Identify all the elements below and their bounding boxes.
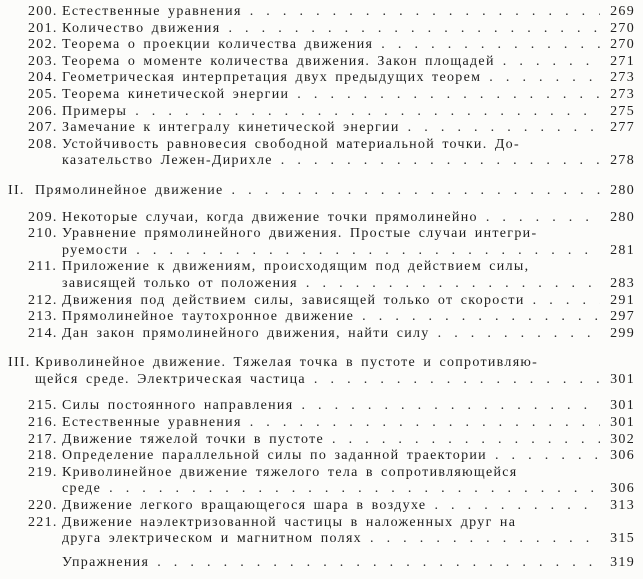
- entry-body: [62, 465, 635, 498]
- page-number: 281: [610, 242, 635, 258]
- dot-leader: [228, 21, 600, 38]
- entry-text: Приложение к движениям, происходящим под действием силы,: [62, 259, 530, 275]
- dot-leader: [486, 210, 600, 227]
- dot-leader: [489, 70, 600, 87]
- entry-number: 214.: [28, 325, 58, 341]
- page-number: 273: [610, 70, 635, 86]
- entry-text: Некоторые случаи, когда движение точки прямолинейно: [62, 209, 478, 225]
- entry-text: Силы постоянного направления: [62, 398, 294, 414]
- entry-body: [62, 309, 635, 326]
- entry-text: Прямолинейное таутохронное движение: [62, 309, 355, 325]
- entry-body: [62, 104, 635, 121]
- dot-leader: [136, 243, 600, 260]
- dot-leader: [297, 87, 600, 104]
- entry-text: щейся среде. Электрическая частица: [35, 371, 306, 387]
- entry-number: 215.: [28, 398, 58, 414]
- toc-entry-row: [0, 415, 635, 432]
- toc-entry-row: [0, 448, 635, 465]
- entry-body: [62, 120, 635, 137]
- page-number: 297: [610, 309, 635, 325]
- entry-body: [62, 515, 635, 548]
- entry-number: 205.: [28, 86, 58, 102]
- toc-entry-row: [0, 54, 635, 71]
- dot-leader: [438, 326, 600, 343]
- entry-number: 200.: [28, 4, 58, 19]
- dot-leader: [306, 276, 600, 293]
- entry-body: [62, 293, 635, 310]
- entry-text: Теорема кинетической энергии: [62, 86, 290, 102]
- toc-line: [62, 87, 635, 104]
- page-number: 313: [610, 498, 635, 514]
- toc-entry-row: [0, 4, 635, 21]
- toc-line: [62, 226, 635, 243]
- toc-line: [62, 243, 635, 260]
- entry-number: 211.: [28, 259, 58, 275]
- entry-text: Движения под действием силы, зависящей только от скорости: [62, 292, 525, 308]
- entry-body: [62, 87, 635, 104]
- entry-text: Количество движения: [62, 20, 221, 36]
- entry-body: [62, 37, 635, 54]
- entry-number: 210.: [28, 226, 58, 242]
- entry-number: 209.: [28, 209, 58, 225]
- toc-line: [62, 481, 635, 498]
- toc-line: [62, 259, 635, 276]
- toc-line: [62, 276, 635, 293]
- entry-number: 206.: [28, 103, 58, 119]
- page-number: 291: [610, 292, 635, 308]
- toc-line: [62, 21, 635, 38]
- toc-exercises-row: [0, 555, 635, 572]
- entry-body: [62, 226, 635, 259]
- entry-text: руемости: [62, 242, 129, 258]
- dot-leader: [503, 54, 600, 71]
- page-number: 271: [610, 53, 635, 69]
- page-number: 306: [610, 481, 635, 497]
- entry-text: Движение наэлектризованной частицы в наложенных друг на: [62, 514, 517, 530]
- toc-entry-row: [0, 398, 635, 415]
- dot-leader: [408, 120, 600, 137]
- entry-text: Естественные уравнения: [62, 4, 242, 19]
- page-number: 302: [610, 431, 635, 447]
- entry-body: [62, 21, 635, 38]
- entry-text: Теорема о моменте количества движения. Закон площадей: [62, 53, 495, 69]
- page-number: 301: [610, 371, 635, 387]
- page-number: 306: [610, 448, 635, 464]
- entry-body: [62, 498, 635, 515]
- entry-number: 213.: [28, 309, 58, 325]
- toc-entry-row: [0, 498, 635, 515]
- entry-number: 217.: [28, 431, 58, 447]
- entry-text: Примеры: [62, 103, 128, 119]
- entry-text: Геометрическая интерпретация двух предыдущих теорем: [62, 70, 482, 86]
- dot-leader: [109, 481, 600, 498]
- dot-leader: [434, 498, 600, 515]
- toc-entry-row: [0, 87, 635, 104]
- chapter-numeral: III.: [8, 355, 31, 371]
- page-number: 301: [610, 398, 635, 414]
- toc-line: [62, 498, 635, 515]
- toc-line: [62, 309, 635, 326]
- entry-body: [62, 555, 635, 572]
- entry-number: 202.: [28, 37, 58, 53]
- toc-line: [62, 515, 635, 532]
- page-number: 299: [610, 325, 635, 341]
- entry-text: Упражнения: [62, 554, 150, 570]
- toc-line: [62, 70, 635, 87]
- entry-body: [62, 448, 635, 465]
- page-number: 319: [610, 554, 635, 570]
- entry-body: [62, 54, 635, 71]
- entry-text: казательство Лежен-Дирихле: [62, 153, 273, 169]
- toc-line: [35, 355, 635, 372]
- toc-list: [0, 4, 635, 571]
- toc-entry-row: [0, 137, 635, 170]
- page-number: 275: [610, 103, 635, 119]
- dot-leader: [314, 372, 600, 389]
- entry-body: [62, 4, 635, 21]
- page-number: 280: [610, 182, 635, 198]
- entry-body: [62, 432, 635, 449]
- dot-leader: [381, 37, 600, 54]
- toc-line: [62, 448, 635, 465]
- page-number: 283: [610, 275, 635, 291]
- dot-leader: [301, 398, 600, 415]
- entry-number: 218.: [28, 448, 58, 464]
- entry-number: 207.: [28, 120, 58, 136]
- entry-text: Движение легкого вращающегося шара в воздухе: [62, 498, 427, 514]
- entry-text: друга электрическом и магнитном полях: [62, 531, 362, 547]
- entry-text: Криволинейное движение тяжелого тела в сопротивляющейся: [62, 464, 518, 480]
- toc-line: [62, 465, 635, 482]
- entry-body: [62, 210, 635, 227]
- chapter-numeral: II.: [8, 182, 25, 198]
- entry-body: [35, 183, 635, 200]
- entry-body: [62, 259, 635, 292]
- toc-chapter-row: [0, 355, 635, 388]
- toc-entry-row: [0, 465, 635, 498]
- toc-line: [62, 4, 635, 21]
- entry-body: [35, 355, 635, 388]
- dot-leader: [281, 153, 600, 170]
- dot-leader: [250, 4, 600, 21]
- toc-line: [62, 210, 635, 227]
- entry-number: 221.: [28, 514, 58, 530]
- dot-leader: [250, 415, 600, 432]
- entry-number: 203.: [28, 53, 58, 69]
- page-number: 270: [610, 20, 635, 36]
- page-number: 277: [610, 120, 635, 136]
- toc-entry-row: [0, 21, 635, 38]
- entry-number: 208.: [28, 136, 58, 152]
- toc-entry-row: [0, 432, 635, 449]
- dot-leader: [135, 104, 600, 121]
- entry-number: 216.: [28, 415, 58, 431]
- dot-leader: [232, 183, 600, 200]
- toc-entry-row: [0, 37, 635, 54]
- dot-leader: [332, 432, 600, 449]
- toc-line: [62, 432, 635, 449]
- toc-line: [35, 183, 635, 200]
- entry-number: 201.: [28, 20, 58, 36]
- dot-leader: [533, 293, 600, 310]
- page-number: 270: [610, 37, 635, 53]
- entry-text: Уравнение прямолинейного движения. Простые случаи интегри-: [62, 226, 538, 242]
- toc-line: [62, 137, 635, 154]
- entry-text: Прямолинейное движение: [35, 182, 224, 198]
- toc-entry-row: [0, 210, 635, 227]
- toc-entry-row: [0, 259, 635, 292]
- toc-entry-row: [0, 120, 635, 137]
- toc-line: [62, 555, 635, 572]
- toc-line: [62, 398, 635, 415]
- entry-text: Криволинейное движение. Тяжелая точка в пустоте и сопротивляю-: [35, 355, 539, 371]
- page-number: 273: [610, 86, 635, 102]
- entry-number: 204.: [28, 70, 58, 86]
- entry-text: Устойчивость равновесия свободной материальной точки. До-: [62, 136, 520, 152]
- toc-line: [62, 293, 635, 310]
- entry-body: [62, 415, 635, 432]
- entry-text: зависящей только от положения: [62, 275, 298, 291]
- dot-leader: [495, 448, 600, 465]
- dot-leader: [157, 555, 600, 572]
- entry-text: среде: [62, 481, 102, 497]
- entry-number: 219.: [28, 464, 58, 480]
- toc-line: [62, 120, 635, 137]
- entry-text: Дан закон прямолинейного движения, найти силу: [62, 325, 430, 341]
- dot-leader: [362, 309, 600, 326]
- entry-text: Движение тяжелой точки в пустоте: [62, 431, 325, 447]
- entry-body: [62, 398, 635, 415]
- entry-text: Замечание к интегралу кинетической энергии: [62, 120, 400, 136]
- toc-entry-row: [0, 326, 635, 343]
- entry-body: [62, 326, 635, 343]
- toc-line: [62, 37, 635, 54]
- entry-body: [62, 70, 635, 87]
- page-number: 269: [610, 4, 635, 19]
- toc-entry-row: [0, 104, 635, 121]
- toc-line: [62, 415, 635, 432]
- page-number: 278: [610, 153, 635, 169]
- entry-number: 220.: [28, 498, 58, 514]
- toc-entry-row: [0, 226, 635, 259]
- page-number: 280: [610, 209, 635, 225]
- entry-body: [62, 137, 635, 170]
- toc-line: [62, 54, 635, 71]
- entry-text: Теорема о проекции количества движения: [62, 37, 374, 53]
- entry-text: Определение параллельной силы по заданной траектории: [62, 448, 487, 464]
- page-number: 301: [610, 415, 635, 431]
- toc-entry-row: [0, 70, 635, 87]
- toc-line: [35, 372, 635, 389]
- entry-text: Естественные уравнения: [62, 415, 242, 431]
- toc-line: [62, 153, 635, 170]
- toc-entry-row: [0, 309, 635, 326]
- toc-entry-row: [0, 293, 635, 310]
- page-number: 315: [610, 531, 635, 547]
- toc-entry-row: [0, 515, 635, 548]
- toc-chapter-row: [0, 183, 635, 200]
- toc-line: [62, 326, 635, 343]
- entry-number: 212.: [28, 292, 58, 308]
- toc-line: [62, 531, 635, 548]
- toc-line: [62, 104, 635, 121]
- dot-leader: [370, 531, 600, 548]
